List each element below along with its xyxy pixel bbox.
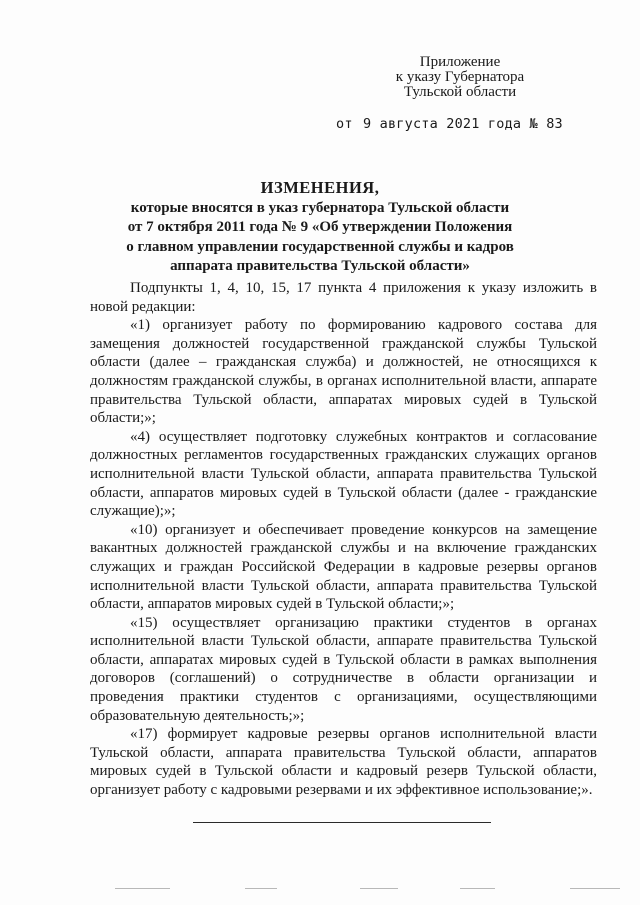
intro-paragraph: Подпункты 1, 4, 10, 15, 17 пункта 4 приложения к указу изложить в новой редакции:: [90, 280, 597, 315]
subpoint-10-paragraph: «10) организует и обеспечивает проведение конкурсов на замещение вакантных должностей гражданской службы и на включение гражданских служащих и граждан Российской Федерации в кадровые резервы органов исполнительной власти Тульской области, аппарата правительства Тульской области, аппаратов мировых судей в Тульской области;»;: [90, 521, 597, 613]
document-title: [90, 178, 550, 277]
title-line: от 7 октября 2011 года № 9 «Об утверждении Положения: [127, 219, 513, 235]
subpoint-1-paragraph: «1) организует работу по формированию кадрового состава для замещения должностей государственной гражданской службы Тульской области (далее – гражданская служба) и должностей, не относящихся к должностям гражданской службы, в органах исполнительной власти, аппарате правительства Тульской области, аппаратах мировых судей в Тульской области;»;: [90, 317, 597, 427]
subpoint-4-paragraph: «4) осуществляет подготовку служебных контрактов и согласование должностных регламентов государственных гражданских служащих органов исполнительной власти Тульской области, аппарата правительства Тульской области, аппаратов мировых судей в Тульской области (далее - гражданские служащие);»;: [90, 428, 597, 520]
subpoint-17-paragraph: «17) формирует кадровые резервы органов исполнительной власти Тульской области, аппарата правительства Тульской области, аппаратов мировых судей в Тульской области и кадровый резерв Тульской области, организует работу с кадровыми резервами и их эффективное использование;».: [90, 726, 597, 799]
decree-number: 83: [546, 116, 563, 132]
document-body: [90, 279, 597, 800]
title-line: аппарата правительства Тульской области»: [170, 258, 470, 274]
date-prefix: от: [336, 116, 353, 132]
title-line: о главном управлении государственной службы и кадров: [126, 238, 514, 255]
appendix-line: Тульской области: [403, 84, 517, 100]
decree-date-line: [336, 116, 563, 132]
decree-date: 9 августа 2021 года: [362, 116, 522, 132]
appendix-header: [385, 55, 535, 100]
appendix-line: к указу Губернатора: [395, 69, 525, 85]
subpoint-15-paragraph: «15) осуществляет организацию практики студентов в органах исполнительной власти Тульской области, аппарате правительства Тульской области, аппаратах мировых судей в Тульской области в рамках выполнения договоров (соглашений) о сотрудничестве в области организации и проведения практики студентов с организациями, осуществляющими образовательную деятельность;»;: [90, 614, 597, 724]
end-divider: [193, 822, 491, 823]
scan-artifact-line: [115, 888, 625, 891]
title-line: которые вносятся в указ губернатора Тульской области: [130, 199, 510, 216]
title-heading: ИЗМЕНЕНИЯ,: [260, 178, 380, 197]
appendix-line: Приложение: [419, 54, 501, 70]
number-sign: №: [529, 116, 538, 132]
